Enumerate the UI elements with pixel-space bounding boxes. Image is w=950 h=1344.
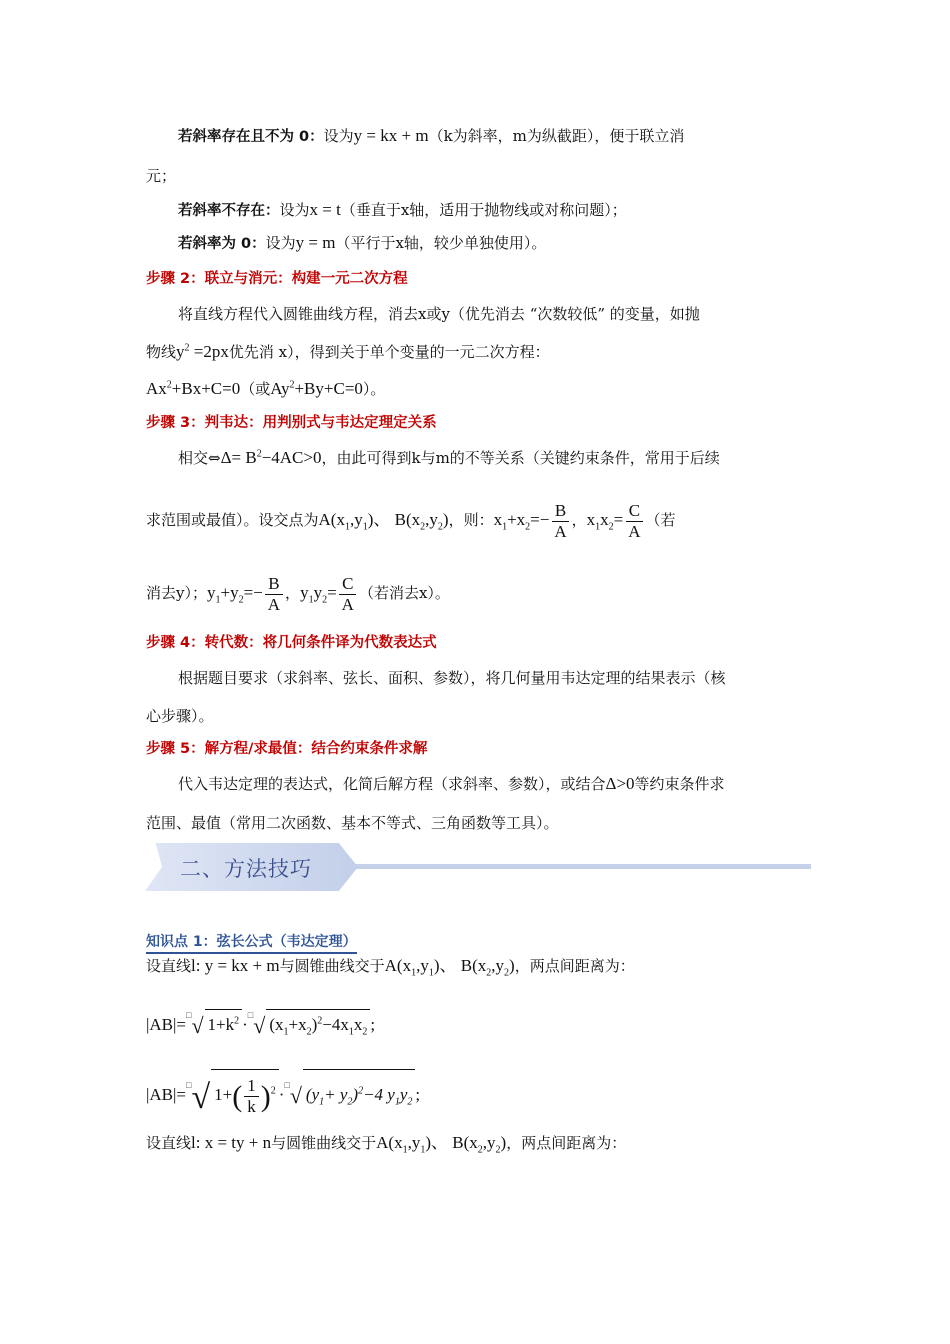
case1-label: 若斜率存在且不为 0： bbox=[178, 129, 324, 145]
kp1-text-b: 与圆锥曲线交于 bbox=[279, 957, 385, 975]
step3-text-e: （若消去x）。 bbox=[358, 584, 450, 602]
case2-formula: x = t bbox=[309, 200, 341, 219]
kp1-text-f: ，两点间距离为： bbox=[506, 1134, 627, 1152]
chord-formula-y: |AB|=□√ 1+( $\frac{1}{k}$ )$^2$ ·□√ $(y_1+ y_2)^2-4$ $y_1y_2$ ; bbox=[146, 1060, 420, 1123]
case1-continuation: 元； bbox=[146, 167, 177, 185]
step2-text-a: 物线 bbox=[146, 343, 177, 361]
case1-desc: （k为斜率，m为纵截距），便于联立消 bbox=[428, 127, 685, 145]
step2-para1: 将直线方程代入圆锥曲线方程，消去x或y（优先消去 “次数较低” 的变量，如抛 bbox=[178, 305, 700, 323]
kp1-para1 bbox=[146, 955, 635, 977]
step3-text-b: ，由此可得到k与m的不等关系（关键约束条件，常用于后续 bbox=[321, 449, 720, 467]
chord-formula-x: |AB|=□√ $1+k^2 \cdot^□√$ $(x_1+x_2)^2-4x_1x_2$ ; bbox=[146, 1010, 376, 1038]
points-ab: $A(x_1,y_1)$、 $B(x_2,y_2)$ bbox=[318, 510, 449, 533]
vieta-sum-x: $x_1+x_2=-$ bbox=[493, 510, 550, 533]
line-equation-2: l: x = ty + n bbox=[191, 1133, 272, 1152]
step2-heading: 步骤 2：联立与消元：构建一元二次方程 bbox=[146, 271, 408, 287]
step5-heading: 步骤 5：解方程/求最值：结合约束条件求解 bbox=[146, 741, 428, 757]
vieta-sum-y: $y_1+y_2=-$ bbox=[206, 583, 263, 606]
fraction-c-a-2: $\frac{C}{A}$ bbox=[339, 574, 357, 615]
step3-then: ，则： bbox=[448, 511, 494, 529]
fraction-b-a: $\frac{B}{A}$ bbox=[551, 501, 569, 542]
step4-para2: 心步骤）。 bbox=[146, 707, 214, 725]
kp1-text-c: ，两点间距离为： bbox=[514, 957, 635, 975]
fraction-b-a-2: $\frac{B}{A}$ bbox=[265, 574, 283, 615]
step2-end: ）。 bbox=[362, 380, 386, 398]
kp1-text-d: 设直线 bbox=[146, 1134, 192, 1152]
step2-para2 bbox=[146, 341, 550, 363]
case1-text: 设为 bbox=[323, 127, 354, 145]
step3-text-a: 相交⇔ bbox=[178, 449, 221, 467]
step5-para1 bbox=[178, 773, 725, 795]
step4-heading: 步骤 4：转代数：将几何条件译为代数表达式 bbox=[146, 635, 437, 651]
step5-text-b: 等约束条件求 bbox=[634, 775, 725, 793]
quadratic-x: $Ax^2+Bx+C=0$ bbox=[146, 379, 241, 398]
discriminant: $\Delta= B^2-4AC>0$ bbox=[220, 448, 322, 467]
step2-or: （或 bbox=[240, 380, 271, 398]
case2-label: 若斜率不存在： bbox=[178, 203, 280, 219]
case3-text: 设为 bbox=[265, 234, 296, 252]
case2-text: 设为 bbox=[279, 201, 310, 219]
vieta-product-y: $y_1y_2=$ bbox=[300, 583, 337, 606]
quadratic-y: $Ay^2+By+C=0$ bbox=[270, 379, 363, 398]
case1-formula: y = kx + m bbox=[353, 126, 429, 145]
step3-para3 bbox=[146, 572, 450, 615]
comma-2: ， bbox=[285, 584, 301, 602]
section-title: 二、方法技巧 bbox=[180, 857, 312, 881]
kp1-text-a: 设直线 bbox=[146, 957, 192, 975]
slope-case-nonzero bbox=[178, 125, 684, 148]
step3-heading: 步骤 3：判韦达：用判别式与韦达定理定关系 bbox=[146, 415, 437, 431]
parabola-formula: $y^2 =2px$ bbox=[176, 342, 229, 361]
points-ab-3: $A(x_1,y_1)$、 $B(x_2,y_2)$ bbox=[376, 1133, 507, 1156]
delta-constraint: Δ>0 bbox=[605, 774, 635, 793]
step5-text-a: 代入韦达定理的表达式，化简后解方程（求斜率、参数），或结合 bbox=[178, 775, 606, 793]
case3-formula: y = m bbox=[295, 233, 336, 252]
banner-stripe bbox=[295, 864, 811, 869]
step4-para1: 根据题目要求（求斜率、弦长、面积、参数），将几何量用韦达定理的结果表示（核 bbox=[178, 669, 726, 687]
kp1-text-e: 与圆锥曲线交于 bbox=[271, 1134, 377, 1152]
line-equation-1: l: y = kx + m bbox=[191, 956, 280, 975]
slope-case-zero bbox=[178, 232, 546, 255]
case3-desc: （平行于x轴，较少单独使用）。 bbox=[335, 234, 547, 252]
fraction-c-a: $\frac{C}{A}$ bbox=[625, 501, 643, 542]
kp1-title: 知识点 1：弦长公式（韦达定理） bbox=[146, 931, 357, 954]
step5-para2: 范围、最值（常用二次函数、基本不等式、三角函数等工具）。 bbox=[146, 814, 559, 832]
step3-text-d: 消去y）； bbox=[146, 584, 207, 602]
step2-text-b: 优先消 x），得到关于单个变量的一元二次方程： bbox=[228, 343, 550, 361]
slope-case-none bbox=[178, 199, 627, 222]
case2-desc: （垂直于x轴，适用于抛物线或对称问题）； bbox=[340, 201, 627, 219]
step3-if: （若 bbox=[645, 511, 676, 529]
kp1-para4 bbox=[146, 1132, 626, 1154]
case3-label: 若斜率为 0： bbox=[178, 236, 266, 252]
section-banner bbox=[145, 843, 811, 891]
comma: ， bbox=[571, 511, 587, 529]
step3-para2 bbox=[146, 499, 676, 542]
step3-text-c: 求范围或最值）。设交点为 bbox=[146, 511, 319, 529]
vieta-product-x: $x_1x_2=$ bbox=[586, 510, 624, 533]
step2-para3 bbox=[146, 378, 385, 400]
step3-para1 bbox=[178, 447, 720, 469]
points-ab-2: $A(x_1,y_1)$、 $B(x_2,y_2)$ bbox=[384, 956, 515, 979]
